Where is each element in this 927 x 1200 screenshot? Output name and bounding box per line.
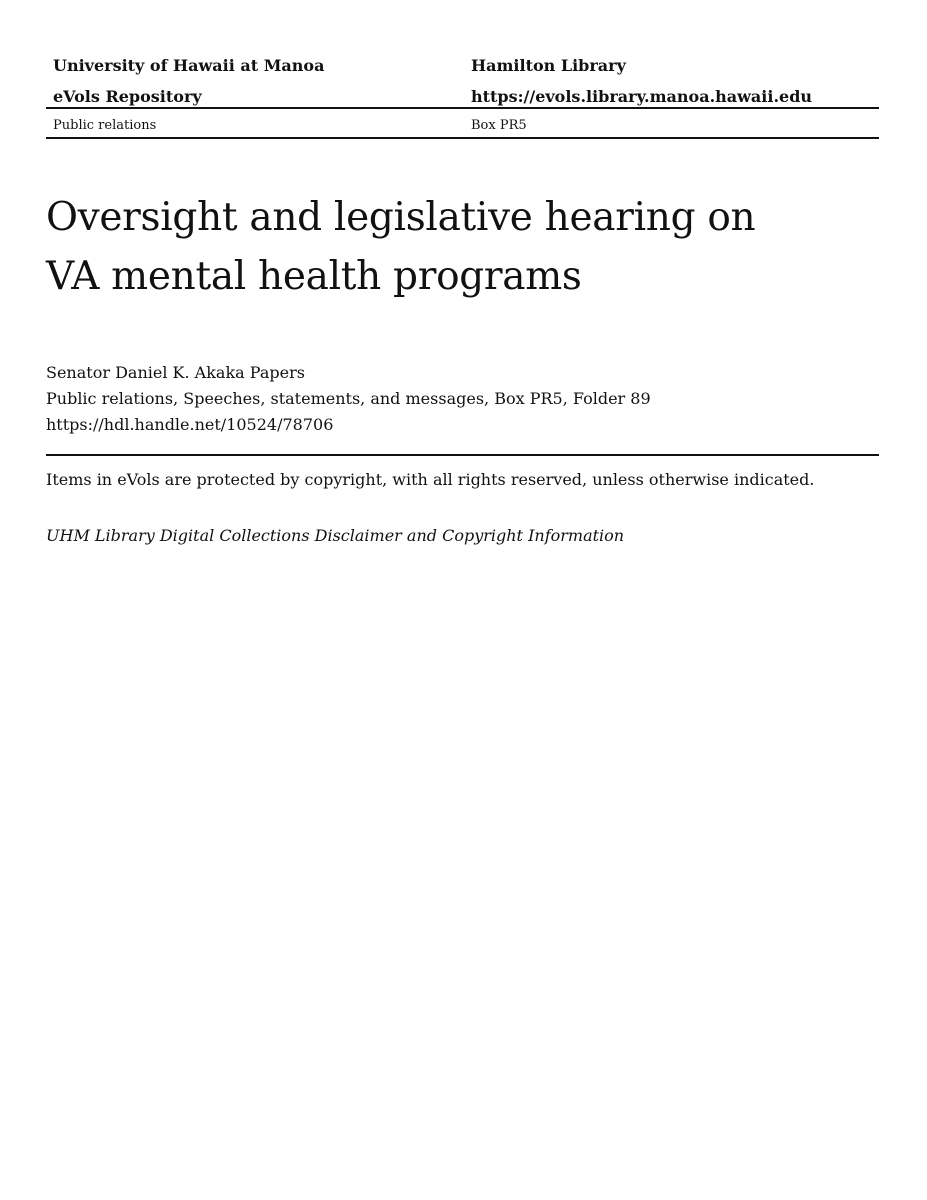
title-line-1: Oversight and legislative hearing on <box>46 195 756 240</box>
papers-collection: Senator Daniel K. Akaka Papers <box>46 363 305 382</box>
box-label: Box PR5 <box>471 118 527 133</box>
collection-label: Public relations <box>53 118 157 133</box>
collection-row <box>46 116 879 136</box>
series-folder: Public relations, Speeches, statements, and messages, Box PR5, Folder 89 <box>46 389 651 408</box>
document-title <box>46 188 879 306</box>
institution-name: University of Hawaii at Manoa <box>53 56 325 75</box>
library-name: Hamilton Library <box>471 56 626 75</box>
header-row-1 <box>46 52 879 83</box>
handle-link[interactable]: https://hdl.handle.net/10524/78706 <box>46 415 334 434</box>
header-divider-bottom <box>46 137 879 139</box>
repository-header <box>46 52 879 114</box>
repository-url[interactable]: https://evols.library.manoa.hawaii.edu <box>471 87 813 106</box>
header-divider-top <box>46 107 879 109</box>
metadata-divider <box>46 454 879 456</box>
repository-name: eVols Repository <box>53 87 202 106</box>
disclaimer-link[interactable]: UHM Library Digital Collections Disclaimer and Copyright Information <box>46 526 625 545</box>
document-metadata <box>46 360 879 438</box>
header-row-2 <box>46 83 879 114</box>
title-line-2: VA mental health programs <box>46 254 582 299</box>
copyright-notice: Items in eVols are protected by copyright, with all rights reserved, unless otherwise indicated. <box>46 470 815 489</box>
